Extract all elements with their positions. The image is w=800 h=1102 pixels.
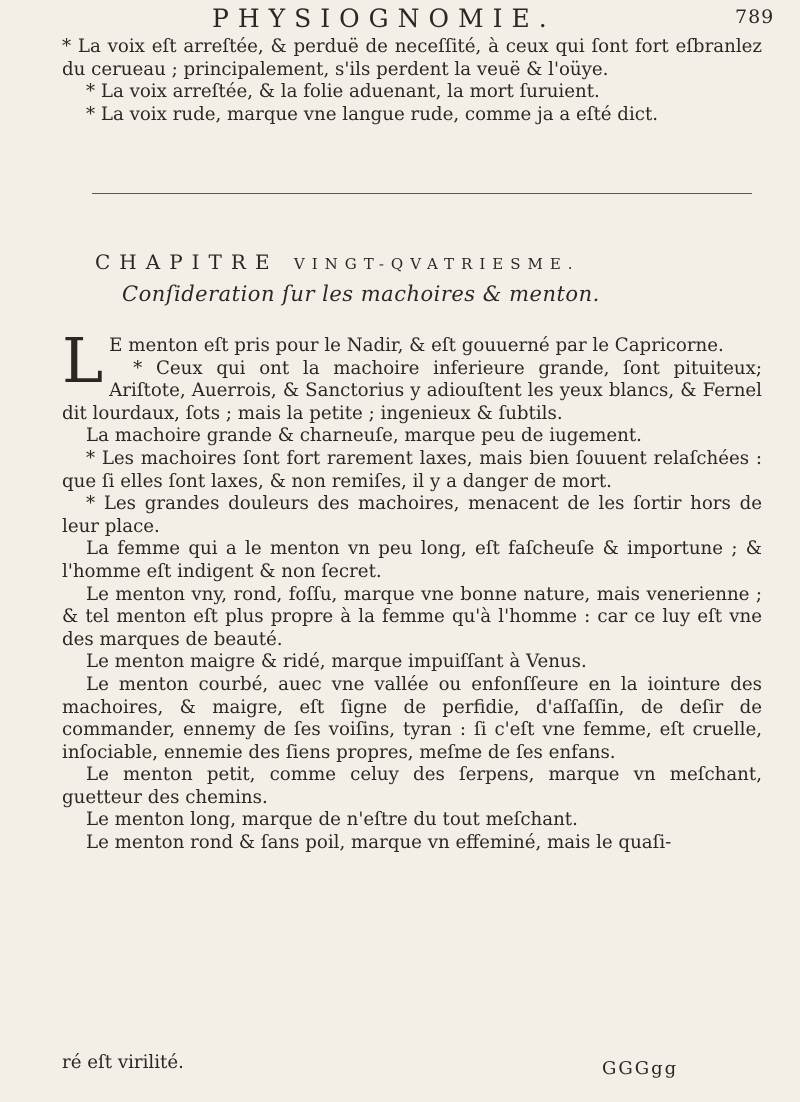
last-line: ré eſt virilité. — [62, 1052, 184, 1073]
chapter-body — [62, 324, 762, 855]
paragraph: * La voix arreſtée, & la folie aduenant, la mort ſuruient. — [86, 81, 600, 103]
chapter-subtitle: Conſideration ſur les machoires & menton. — [122, 282, 600, 306]
page-number: 789 — [735, 6, 775, 28]
paragraph: Le menton courbé, auec vne vallée ou enfonſſeure en la iointure des machoires, & maigre, eſt ſigne de perfidie, d'aſſaſſin, de deſir de commander, ennemy de ſes voiſins, tyran : ſi c'eſt vne femme, eſt cruelle, inſociable, ennemie des ſiens propres, meſme de ſes enfans. — [62, 673, 762, 763]
paragraph: * La voix rude, marque vne langue rude, comme ja a eſté dict. — [86, 103, 659, 125]
paragraph: La femme qui a le menton vn peu long, eſt faſcheuſe & importune ; & l'homme eſt indigent & non ſecret. — [62, 538, 762, 582]
signature-mark: GGGgg — [602, 1058, 679, 1079]
previous-chapter-ending — [62, 36, 762, 126]
paragraph: Le menton maigre & ridé, marque impuiſſant à Venus. — [86, 651, 587, 673]
section-divider — [92, 193, 752, 194]
chapter-heading — [95, 250, 580, 274]
paragraph: * Ceux qui ont la machoire inferieure grande, ſont pituiteux; Ariſtote, Auerrois, & Sanctorius y adiouſtent les yeux blancs, & Fernel dit lourdaux, ſots ; mais la petite ; ingenieux & ſubtils. — [62, 357, 762, 424]
paragraph: * Les machoires ſont fort rarement laxes, mais bien ſouuent relaſchées : que ſi elles ſont laxes, & non remiſes, il y a danger de mort. — [62, 447, 762, 492]
running-title: PHYSIOGNOMIE. — [212, 4, 556, 33]
page-footer — [62, 1052, 762, 1078]
chapter-heading-number: VINGT-QVATRIESME. — [293, 255, 580, 273]
paragraph: Le menton rond & ſans poil, marque vn effeminé, mais le quaſi- — [86, 832, 672, 854]
paragraph: * Les grandes douleurs des machoires, menacent de les ſortir hors de leur place. — [62, 493, 762, 537]
paragraph: Le menton petit, comme celuy des ſerpens, marque vn meſchant, guetteur des chemins. — [62, 764, 762, 808]
chapter-heading-main: CHAPITRE — [95, 250, 279, 274]
paragraph: La machoire grande & charneuſe, marque peu de iugement. — [86, 425, 642, 447]
drop-cap: L — [62, 324, 104, 397]
paragraph: Le menton vny, rond, foſſu, marque vne bonne nature, mais venerienne ; & tel menton eſt plus propre à la femme qu'à l'homme : car ce luy eſt vne des marques de beauté. — [62, 583, 762, 650]
page-header — [0, 4, 800, 38]
paragraph: Le menton long, marque de n'eſtre du tout meſchant. — [86, 809, 578, 831]
paragraph: * La voix eſt arreſtée, & perduë de neceſſité, à ceux qui ſont fort eſbranlez du cerueau ; principalement, s'ils perdent la veuë & l'oüye. — [62, 36, 762, 80]
opening-text: E menton eſt pris pour le Nadir, & eſt gouuerné par le Capricorne. — [109, 335, 724, 356]
